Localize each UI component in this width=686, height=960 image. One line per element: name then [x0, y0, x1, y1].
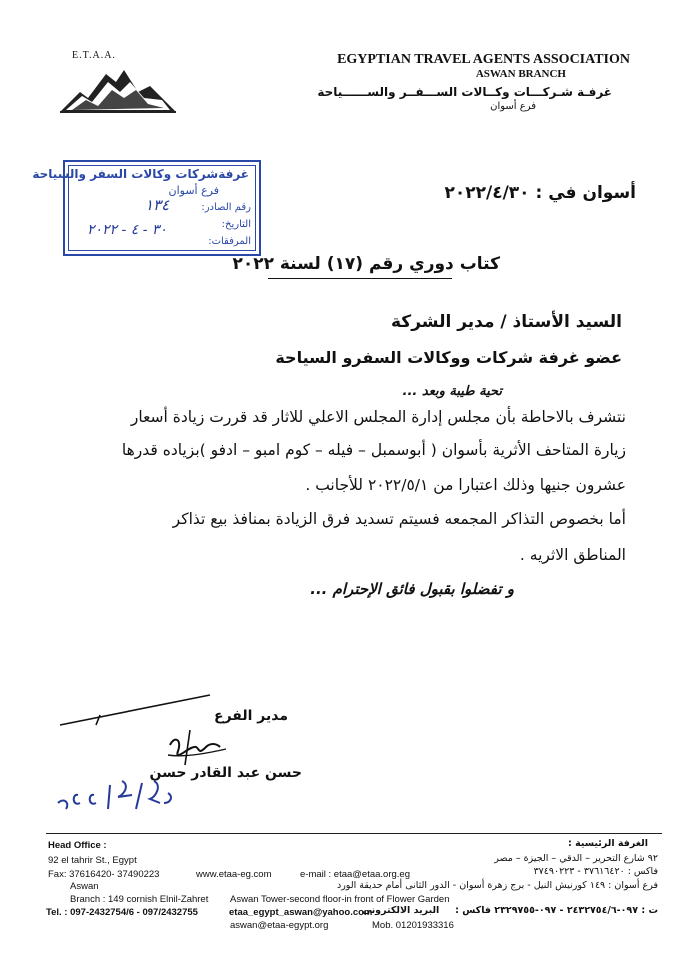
stamp-date-handwritten: ٣٠ - ٤ - ٢٠٢٢ [87, 222, 167, 238]
body-line: زيارة المتاحف الأثرية بأسوان ( أبوسمبل – فيله – كوم امبو – ادفو )بزياده قدرها [121, 441, 626, 459]
body-line: نتشرف بالاحاطة بأن مجلس إدارة المجلس الاعلي للاثار قد قررت زيادة أسعار [130, 408, 626, 426]
footer-yahoo-email-link[interactable]: etaa_egypt_aswan@yahoo.com [229, 907, 373, 918]
footer-divider [46, 833, 662, 834]
footer-head-office-en: Head Office : [48, 840, 107, 851]
footer-aswan-en: Aswan [70, 881, 99, 892]
addressee-line-2: عضو غرفة شركات ووكالات السفرو السياحة [275, 348, 622, 367]
footer-telephone-en: Tel. : 097-2432754/6 - 097/2432755 [46, 907, 198, 918]
stamp-branch: فرع أسوان [168, 184, 219, 197]
registration-stamp [32, 160, 261, 256]
org-name-en: EGYPTIAN TRAVEL AGENTS ASSOCIATION [337, 52, 630, 67]
footer-head-office-ar: الغرفة الرئيسية : [568, 838, 648, 849]
footer-tower-en: Aswan Tower-second floor-in front of Flower Garden [230, 894, 450, 905]
stamp-number-label: رقم الصادر: [201, 202, 251, 213]
footer-address-ar: ٩٢ شارع التحرير – الدقي – الجيزة – مصر [494, 853, 658, 864]
body-line: المناطق الاثريه . [519, 546, 626, 564]
footer-telephone-ar: ت : ٠٩٧-٢٤٣٢٧٥٤/٦ - ٠٩٧-٢٣٢٩٧٥٥ فاكس : [455, 905, 658, 916]
circular-title: كتاب دوري رقم (١٧) لسنة ٢٠٢٢ [232, 254, 500, 274]
footer-email-link[interactable]: e-mail : etaa@etaa.org.eg [300, 869, 410, 880]
branch-name-ar: فرع أسوان [490, 101, 536, 112]
stamp-number-handwritten: ١٣٤ [145, 196, 170, 214]
footer-branch-en: Branch : 149 cornish Elnil-Zahret [70, 894, 209, 905]
stamp-title: غرفةشركات وكالات السفر والسياحة [32, 167, 249, 181]
footer-branch-ar: فرع أسوان : ١٤٩ كورنيش النيل - برج زهرة أسوان - الدور الثانى أمام حديقة الورد [336, 880, 658, 891]
handwritten-signature [50, 685, 280, 815]
body-line: عشرون جنيها وذلك اعتبارا من ٢٠٢٢/٥/١ للأجانب . [305, 476, 626, 494]
footer-address-en: 92 el tahrir St., Egypt [48, 855, 137, 866]
stamp-date-label: التاريخ: [221, 219, 251, 230]
closing-line: و تفضلوا بقبول فائق الإحترام ... [310, 580, 514, 598]
branch-name-en: ASWAN BRANCH [475, 68, 566, 80]
footer-fax-ar: فاكس : ٣٧٦١٦٤٢٠ - ٣٧٤٩٠٢٢٣ [533, 866, 658, 877]
signatory-name: حسن عبد القادر حسن [149, 765, 302, 781]
footer-aswan-email-link[interactable]: aswan@etaa-egypt.org [230, 920, 329, 931]
letter-date: أسوان في : ٢٠٢٢/٤/٣٠ [444, 183, 636, 203]
footer-mobile: Mob. 01201933316 [372, 920, 454, 931]
signatory-role: مدير الفرع [214, 708, 288, 724]
footer-website-link[interactable]: www.etaa-eg.com [196, 869, 272, 880]
addressee-line-1: السيد الأستاذ / مدير الشركة [391, 312, 622, 332]
footer-email-label-ar: البريد الالكترونى [362, 905, 440, 916]
logo-label: E.T.A.A. [72, 50, 116, 61]
stamp-attachments-label: المرفقات: [208, 236, 251, 247]
footer-fax-en: Fax: 37616420- 37490223 [48, 869, 160, 880]
org-name-ar: غرفـة شـركـــات وكــالات الســـفــر والســــــياحة [317, 85, 612, 99]
greeting: تحية طيبة وبعد ... [402, 384, 502, 399]
body-line: أما بخصوص التذاكر المجمعه فسيتم تسديد فرق الزيادة بمنافذ بيع تذاكر [172, 510, 626, 528]
title-underline [268, 278, 452, 279]
